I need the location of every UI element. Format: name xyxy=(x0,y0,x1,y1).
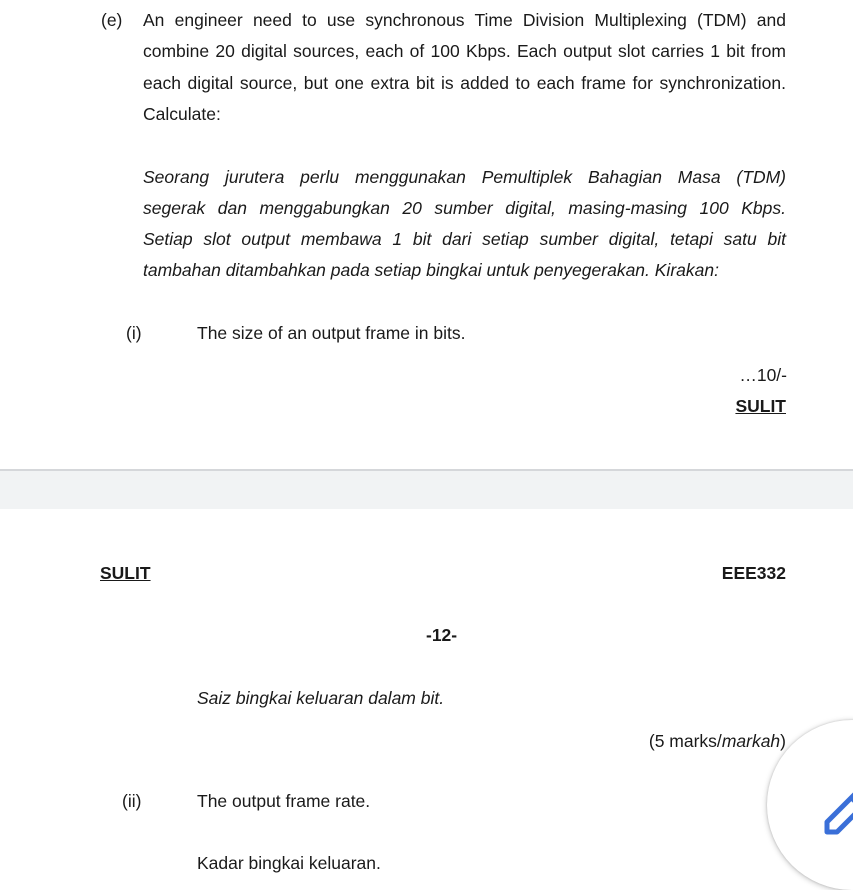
part-ii-text: The output frame rate. xyxy=(197,791,371,811)
continuation-marker: …10/- xyxy=(739,365,787,385)
pencil-icon xyxy=(817,786,853,846)
part-ii-malay-text: Kadar bingkai keluaran. xyxy=(197,853,381,873)
part-i-label: (i) xyxy=(126,323,142,343)
part-i-text: The size of an output frame in bits. xyxy=(197,323,466,343)
malay-text-line-4: tambahan ditambahkan pada setiap bingkai untuk penyegerakan. Kirakan: xyxy=(143,260,719,280)
malay-text-line-2: segerak dan menggabungkan 20 sumber digital, masing-masing 100 Kbps. xyxy=(143,198,786,218)
header-classification: SULIT xyxy=(100,563,151,583)
marks-allocation: (5 marks/markah) xyxy=(648,731,786,751)
question-text-line-3: each digital source, but one extra bit is added to each frame for synchronization. xyxy=(143,73,786,93)
question-text-line-2: combine 20 digital sources, each of 100 Kbps. Each output slot carries 1 bit from xyxy=(143,41,786,61)
footer-classification: SULIT xyxy=(735,396,786,416)
question-text-line-1: An engineer need to use synchronous Time Division Multiplexing (TDM) and xyxy=(143,10,786,30)
page-separator xyxy=(0,469,853,509)
malay-text-line-3: Setiap slot output membawa 1 bit dari setiap sumber digital, tetapi satu bit xyxy=(143,229,786,249)
malay-text-line-1: Seorang jurutera perlu menggunakan Pemultiplek Bahagian Masa (TDM) xyxy=(143,167,786,187)
question-text-line-4: Calculate: xyxy=(143,104,221,124)
part-ii-label: (ii) xyxy=(122,791,142,811)
part-i-malay-text: Saiz bingkai keluaran dalam bit. xyxy=(197,688,445,708)
course-code: EEE332 xyxy=(721,563,786,583)
question-label: (e) xyxy=(101,10,123,30)
page-number: -12- xyxy=(426,625,458,645)
